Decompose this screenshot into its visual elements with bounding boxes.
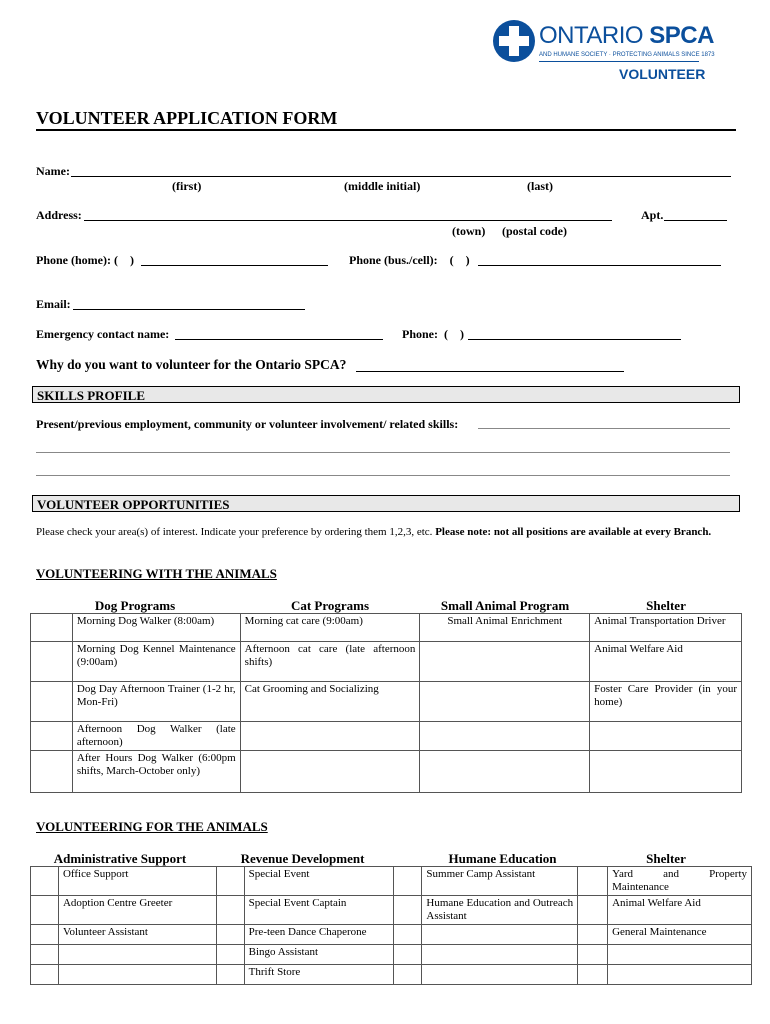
table-cell: Yard and Property Maintenance: [608, 867, 752, 896]
table-cell: Thrift Store: [244, 965, 394, 985]
postal-code-caption: (postal code): [502, 224, 567, 238]
checkbox-cell[interactable]: [31, 614, 73, 642]
table-cell: [58, 945, 216, 965]
checkbox-cell[interactable]: [578, 965, 608, 985]
table-cell: Bingo Assistant: [244, 945, 394, 965]
table-cell: Adoption Centre Greeter: [58, 896, 216, 925]
skills-prompt: Present/previous employment, community or volunteer involvement/ related skills:: [36, 417, 459, 431]
skills-profile-header: SKILLS PROFILE: [32, 386, 740, 403]
table-cell: [420, 722, 590, 751]
checkbox-cell[interactable]: [216, 945, 244, 965]
table-row: [31, 642, 742, 682]
table-row: [31, 614, 742, 642]
title-divider: [36, 129, 736, 131]
table-cell: Dog Day Afternoon Trainer (1-2 hr, Mon-Fri): [72, 682, 240, 722]
checkbox-cell[interactable]: [31, 682, 73, 722]
table-cell: Summer Camp Assistant: [422, 867, 578, 896]
for-animals-table: [30, 866, 752, 985]
skills-field-line-3[interactable]: [36, 475, 730, 476]
with-animals-heading: VOLUNTEERING WITH THE ANIMALS: [36, 566, 277, 581]
checkbox-cell[interactable]: [31, 722, 73, 751]
skills-field-line-2[interactable]: [36, 452, 730, 453]
table-row: [31, 751, 742, 793]
table-cell: Morning Dog Kennel Maintenance (9:00am): [72, 642, 240, 682]
first-name-caption: (first): [172, 179, 202, 193]
table-cell: [422, 965, 578, 985]
last-name-caption: (last): [527, 179, 553, 193]
checkbox-cell[interactable]: [216, 925, 244, 945]
logo-volunteer: VOLUNTEER: [619, 66, 706, 82]
table-cell: [608, 965, 752, 985]
table-row: [31, 682, 742, 722]
checkbox-cell[interactable]: [578, 867, 608, 896]
email-field[interactable]: [73, 309, 305, 310]
emergency-phone-field[interactable]: [468, 339, 681, 340]
apt-field[interactable]: [664, 220, 727, 221]
col-shelter: Shelter: [646, 598, 686, 613]
table-cell: Animal Welfare Aid: [590, 642, 742, 682]
col-cat-programs: Cat Programs: [290, 598, 370, 613]
checkbox-cell[interactable]: [394, 945, 422, 965]
email-label: Email:: [36, 297, 71, 311]
table-cell: [420, 751, 590, 793]
logo-name: ONTARIO SPCA: [539, 22, 714, 49]
table-cell: [58, 965, 216, 985]
opportunities-instructions: Please check your area(s) of interest. Indicate your preference by ordering them 1,2,3, etc. Please note: not all positions are available at every Branch.: [36, 526, 712, 538]
volunteer-opportunities-header: VOLUNTEER OPPORTUNITIES: [32, 495, 740, 512]
table-cell: [422, 925, 578, 945]
logo-tagline: AND HUMANE SOCIETY · PROTECTING ANIMALS SINCE 1873: [539, 52, 715, 58]
table-row: [31, 945, 752, 965]
table-cell: [608, 945, 752, 965]
checkbox-cell[interactable]: [216, 896, 244, 925]
checkbox-cell[interactable]: [578, 945, 608, 965]
table-cell: Morning cat care (9:00am): [240, 614, 420, 642]
page-title: VOLUNTEER APPLICATION FORM: [36, 108, 338, 128]
col-administrative-support: Administrative Support: [53, 851, 187, 866]
checkbox-cell[interactable]: [216, 965, 244, 985]
col-dog-programs: Dog Programs: [94, 598, 176, 613]
middle-initial-caption: (middle initial): [344, 179, 421, 193]
col-shelter-for: Shelter: [646, 851, 686, 866]
address-field[interactable]: [84, 220, 612, 221]
emergency-phone-label: Phone: ( ): [402, 327, 464, 341]
town-caption: (town): [452, 224, 486, 238]
checkbox-cell[interactable]: [394, 867, 422, 896]
checkbox-cell[interactable]: [578, 896, 608, 925]
table-cell: Afternoon cat care (late afternoon shifts): [240, 642, 420, 682]
ontario-spca-logo: [493, 20, 715, 90]
checkbox-cell[interactable]: [216, 867, 244, 896]
table-cell: [420, 682, 590, 722]
table-cell: [240, 751, 420, 793]
table-cell: Afternoon Dog Walker (late afternoon): [72, 722, 240, 751]
name-label: Name:: [36, 164, 70, 178]
phone-home-field[interactable]: [141, 265, 328, 266]
name-field[interactable]: [71, 176, 731, 177]
skills-field-line-1[interactable]: [478, 428, 730, 429]
for-animals-heading: VOLUNTEERING FOR THE ANIMALS: [36, 819, 268, 834]
table-cell: Morning Dog Walker (8:00am): [72, 614, 240, 642]
checkbox-cell[interactable]: [31, 945, 59, 965]
why-volunteer-field[interactable]: [356, 371, 624, 372]
table-row: [31, 925, 752, 945]
phone-bus-label: Phone (bus./cell): ( ): [349, 253, 470, 267]
table-cell: General Maintenance: [608, 925, 752, 945]
table-row: [31, 867, 752, 896]
address-label: Address:: [36, 208, 82, 222]
table-cell: Foster Care Provider (in your home): [590, 682, 742, 722]
col-revenue-development: Revenue Development: [240, 851, 365, 866]
table-row: [31, 896, 752, 925]
emergency-contact-label: Emergency contact name:: [36, 327, 170, 341]
checkbox-cell[interactable]: [31, 896, 59, 925]
table-cell: Pre-teen Dance Chaperone: [244, 925, 394, 945]
checkbox-cell[interactable]: [31, 642, 73, 682]
checkbox-cell[interactable]: [31, 867, 59, 896]
table-cell: Cat Grooming and Socializing: [240, 682, 420, 722]
table-cell: Humane Education and Outreach Assistant: [422, 896, 578, 925]
apt-label: Apt.: [641, 208, 664, 222]
table-row: [31, 722, 742, 751]
checkbox-cell[interactable]: [31, 751, 73, 793]
table-cell: Small Animal Enrichment: [420, 614, 590, 642]
table-cell: [422, 945, 578, 965]
with-animals-table: [30, 613, 742, 793]
table-cell: [240, 722, 420, 751]
checkbox-cell[interactable]: [31, 965, 59, 985]
table-cell: After Hours Dog Walker (6:00pm shifts, March-October only): [72, 751, 240, 793]
why-volunteer-label: Why do you want to volunteer for the Ontario SPCA?: [36, 357, 347, 372]
col-small-animal-program: Small Animal Program: [440, 598, 570, 613]
checkbox-cell[interactable]: [394, 965, 422, 985]
table-cell: Special Event: [244, 867, 394, 896]
table-cell: Animal Transportation Driver: [590, 614, 742, 642]
table-cell: [590, 751, 742, 793]
table-cell: Animal Welfare Aid: [608, 896, 752, 925]
table-cell: Special Event Captain: [244, 896, 394, 925]
table-cell: [590, 722, 742, 751]
table-row: [31, 965, 752, 985]
table-cell: Office Support: [58, 867, 216, 896]
phone-home-label: Phone (home): ( ): [36, 253, 134, 267]
col-humane-education: Humane Education: [448, 851, 557, 866]
checkbox-cell[interactable]: [31, 925, 59, 945]
checkbox-cell[interactable]: [578, 925, 608, 945]
phone-bus-field[interactable]: [478, 265, 721, 266]
checkbox-cell[interactable]: [394, 896, 422, 925]
emergency-contact-field[interactable]: [175, 339, 383, 340]
table-cell: Volunteer Assistant: [58, 925, 216, 945]
checkbox-cell[interactable]: [394, 925, 422, 945]
table-cell: [420, 642, 590, 682]
